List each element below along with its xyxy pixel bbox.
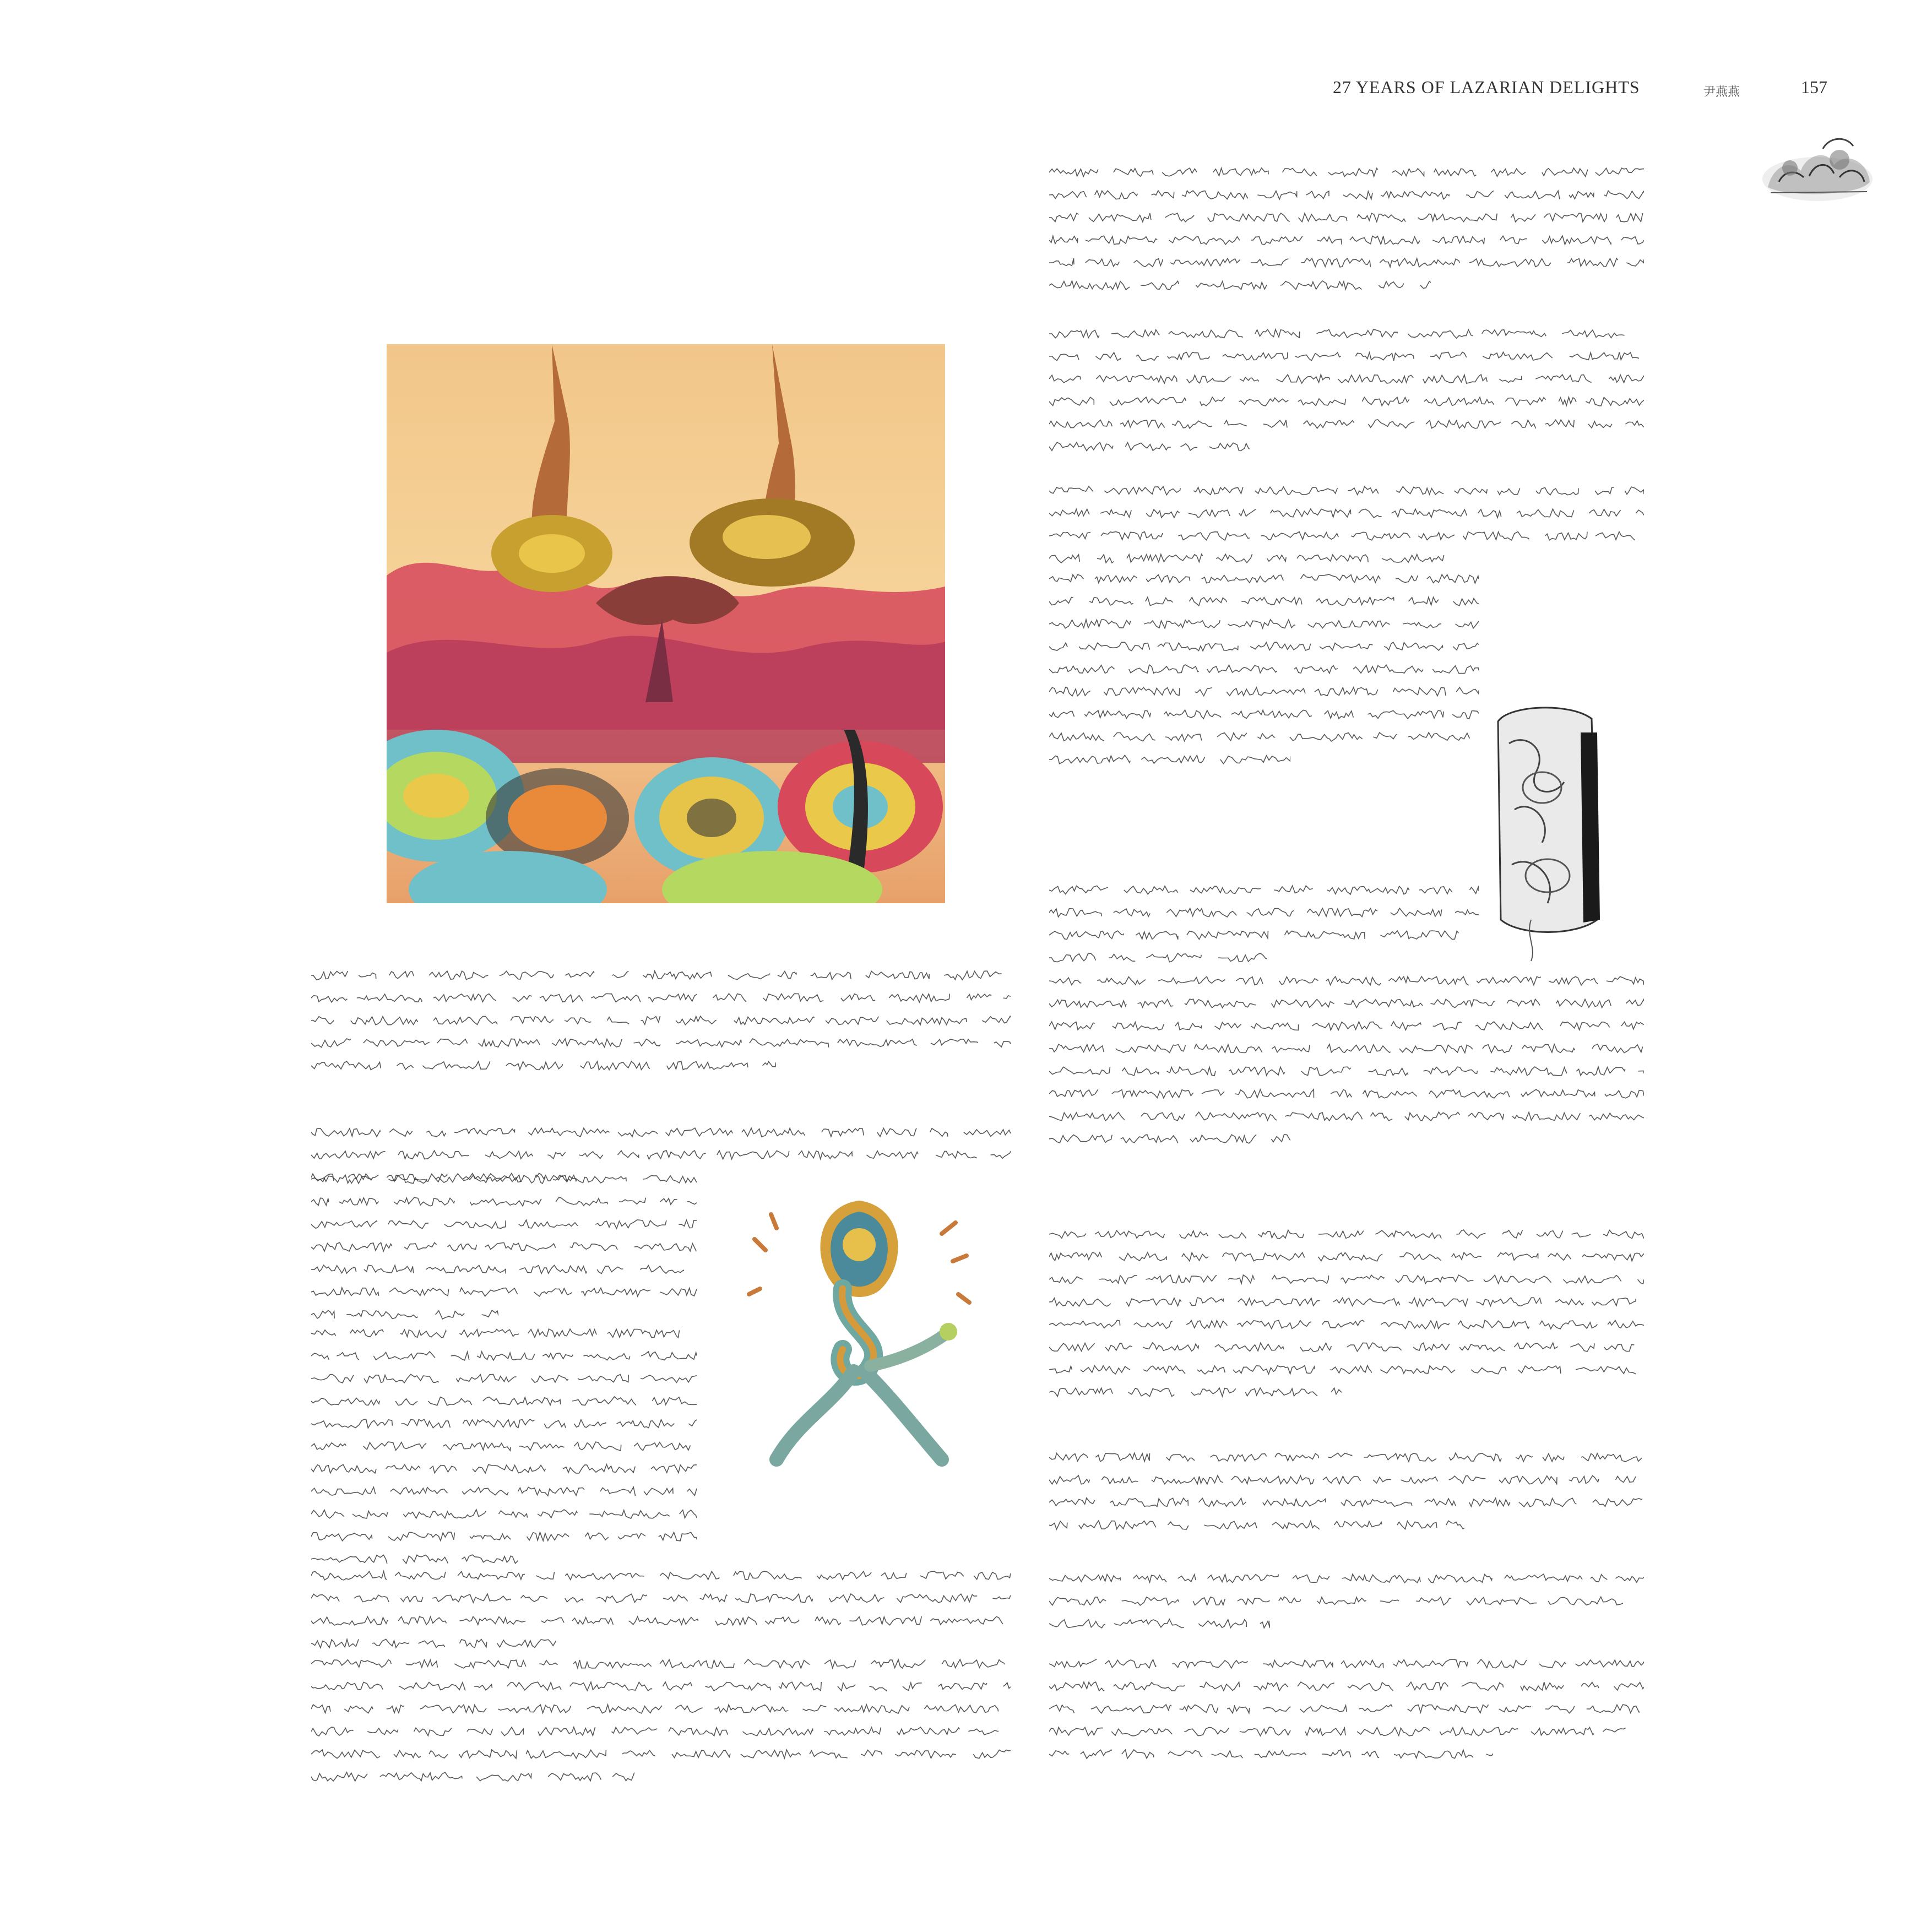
scribbled-text-line bbox=[1049, 929, 1479, 941]
body-paragraph bbox=[311, 1173, 697, 1333]
scribbled-text-line bbox=[1049, 907, 1479, 919]
scribbled-text-line bbox=[1049, 884, 1479, 896]
body-paragraph bbox=[1049, 1451, 1644, 1545]
coral-fungus-illustration bbox=[1757, 127, 1878, 209]
page-number: 157 bbox=[1801, 77, 1827, 97]
scribbled-text-line bbox=[311, 1327, 697, 1339]
scribbled-text-line bbox=[311, 1037, 1011, 1049]
body-paragraph bbox=[1049, 884, 1479, 978]
scribbled-text-line bbox=[311, 1570, 1011, 1582]
scribbled-text-line bbox=[1049, 373, 1644, 385]
fantasy-landscape-illustration bbox=[387, 344, 945, 903]
body-paragraph bbox=[1049, 1572, 1644, 1644]
scribbled-text-line bbox=[1049, 279, 1431, 291]
running-header-title: 27 YEARS OF LAZARIAN DELIGHTS bbox=[1333, 77, 1640, 97]
scribbled-text-line bbox=[311, 1218, 697, 1230]
scribbled-text-line bbox=[311, 1637, 556, 1649]
scribbled-text-line bbox=[311, 1680, 1011, 1692]
scribbled-text-line bbox=[311, 1126, 1011, 1138]
scribbled-text-line bbox=[1049, 507, 1644, 519]
body-paragraph bbox=[1049, 328, 1644, 465]
scribbled-text-line bbox=[311, 1658, 1011, 1670]
scribbled-text-line bbox=[1049, 1043, 1644, 1055]
scribbled-text-line bbox=[311, 1615, 1011, 1627]
scribbled-text-line bbox=[311, 1531, 697, 1543]
scribbled-text-line bbox=[1049, 1451, 1644, 1463]
scribbled-text-line bbox=[311, 1771, 634, 1783]
scribbled-text-line bbox=[1049, 641, 1479, 653]
scribbled-text-line bbox=[311, 1263, 697, 1276]
scribbled-text-line bbox=[311, 1592, 1011, 1604]
scribbled-text-line bbox=[1049, 328, 1644, 340]
scribbled-text-line bbox=[1049, 1386, 1342, 1398]
scribbled-text-line bbox=[311, 1241, 697, 1253]
scribbled-text-line bbox=[1049, 1748, 1493, 1760]
scribbled-text-line bbox=[1049, 257, 1644, 269]
scribbled-text-line bbox=[311, 1485, 697, 1497]
scribbled-text-line bbox=[311, 1014, 1011, 1027]
scribbled-text-line bbox=[311, 1286, 697, 1298]
scribbled-text-line bbox=[1049, 1133, 1290, 1145]
scribbled-text-line bbox=[311, 1508, 697, 1520]
scribbled-text-line bbox=[1049, 189, 1644, 201]
scribbled-text-line bbox=[1049, 211, 1644, 224]
scribbled-text-line bbox=[311, 1173, 697, 1185]
scribbled-text-line bbox=[311, 969, 1011, 981]
scribbled-text-line bbox=[1049, 1065, 1644, 1077]
scribbled-text-line bbox=[1049, 731, 1479, 743]
scribbled-text-line bbox=[1049, 1572, 1644, 1584]
scribbled-text-line bbox=[311, 1748, 1011, 1760]
scribbled-text-line bbox=[1049, 753, 1290, 766]
scribbled-text-line bbox=[1049, 1273, 1644, 1285]
scribbled-text-line bbox=[1049, 595, 1479, 607]
body-paragraph bbox=[311, 1658, 1011, 1795]
scribbled-text-line bbox=[311, 1725, 1011, 1738]
scribbled-text-line bbox=[1049, 1341, 1644, 1353]
scribbled-text-line bbox=[1049, 1618, 1270, 1630]
scribbled-text-line bbox=[311, 1196, 697, 1208]
scribbled-text-line bbox=[1049, 1296, 1644, 1308]
scribbled-text-line bbox=[1049, 418, 1644, 430]
scribbled-text-line bbox=[1049, 485, 1644, 497]
header-author-mark: 尹燕燕 bbox=[1703, 85, 1740, 99]
scribbled-text-line bbox=[1049, 686, 1479, 698]
body-paragraph bbox=[1049, 1228, 1644, 1410]
scribbled-text-line bbox=[311, 1350, 697, 1362]
scribbled-text-line bbox=[1049, 166, 1644, 178]
scribbled-text-line bbox=[1049, 1703, 1644, 1715]
scribbled-text-line bbox=[1049, 1725, 1644, 1738]
scribbled-text-line bbox=[1049, 1519, 1472, 1531]
body-paragraph bbox=[1049, 1658, 1644, 1773]
scribbled-text-line bbox=[1049, 708, 1479, 720]
body-paragraph bbox=[1049, 485, 1644, 578]
scribbled-text-line bbox=[1049, 663, 1479, 675]
scribbled-text-line bbox=[1049, 1680, 1644, 1692]
scribbled-text-line bbox=[1049, 997, 1644, 1010]
scribbled-text-line bbox=[311, 1440, 697, 1452]
scribbled-text-line bbox=[1049, 1020, 1644, 1032]
scribbled-text-line bbox=[1049, 530, 1644, 542]
scribbled-text-line bbox=[311, 1418, 697, 1430]
scribbled-text-line bbox=[311, 1060, 776, 1072]
scribbled-text-line bbox=[1049, 1658, 1644, 1670]
scribbled-text-line bbox=[1049, 1318, 1644, 1331]
scribbled-text-line bbox=[311, 1553, 518, 1565]
scribbled-text-line bbox=[1049, 1110, 1644, 1122]
body-paragraph bbox=[1049, 975, 1644, 1157]
body-paragraph bbox=[1049, 573, 1479, 777]
scribbled-text-line bbox=[1049, 552, 1446, 565]
scribbled-text-line bbox=[311, 1463, 697, 1475]
scribbled-text-line bbox=[311, 1309, 498, 1321]
scribbled-text-line bbox=[311, 1703, 1011, 1715]
scribbled-text-line bbox=[1049, 573, 1479, 585]
scribbled-text-line bbox=[311, 992, 1011, 1004]
scribbled-text-line bbox=[1049, 395, 1644, 408]
scribbled-text-line bbox=[1049, 1496, 1644, 1508]
scribbled-text-line bbox=[311, 1395, 697, 1407]
body-paragraph bbox=[311, 969, 1011, 1085]
scribbled-text-line bbox=[1049, 1364, 1644, 1376]
scribbled-text-line bbox=[1049, 1474, 1644, 1486]
scribbled-text-line bbox=[1049, 618, 1479, 630]
scribbled-text-line bbox=[1049, 350, 1644, 362]
scribbled-text-line bbox=[311, 1372, 697, 1385]
body-paragraph bbox=[311, 1570, 1011, 1663]
scribbled-text-line bbox=[311, 1149, 1011, 1161]
scribbled-text-line bbox=[1049, 441, 1264, 453]
body-paragraph bbox=[1049, 166, 1644, 304]
body-paragraph bbox=[311, 1327, 697, 1575]
scribbled-text-line bbox=[1049, 975, 1644, 987]
scribbled-text-line bbox=[1049, 1228, 1644, 1240]
scribbled-text-line bbox=[1049, 1251, 1644, 1263]
serpent-creature-illustration bbox=[744, 1184, 975, 1493]
scribbled-text-line bbox=[1049, 234, 1644, 246]
scribbled-text-line bbox=[1049, 1595, 1644, 1607]
pencil-sketch-illustration bbox=[1487, 699, 1608, 964]
scribbled-text-line bbox=[1049, 952, 1267, 964]
scribbled-text-line bbox=[1049, 1088, 1644, 1100]
